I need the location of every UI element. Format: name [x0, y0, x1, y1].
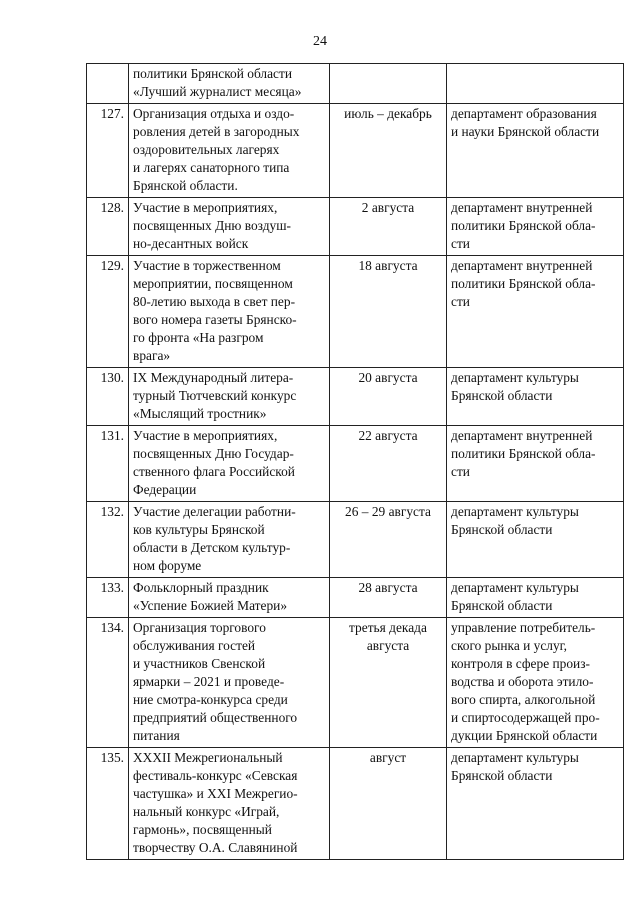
cell-text-line: 128.	[100, 200, 124, 215]
cell-text-line: третья декада	[349, 620, 427, 635]
cell-text-line: департамент культуры	[451, 750, 579, 765]
events-table	[86, 63, 624, 860]
event-name-cell	[129, 256, 330, 368]
cell-text-line: предприятий общественного	[133, 710, 298, 725]
responsible-cell	[447, 368, 624, 426]
cell-text-line: августа	[366, 638, 410, 653]
cell-text-line: Организация торгового	[133, 620, 266, 635]
cell-text-line: 133.	[100, 580, 124, 595]
cell-text-line: «Успение Божией Матери»	[133, 598, 288, 613]
cell-text-line: 28 августа	[358, 580, 418, 595]
cell-text-line: контроля в сфере произ-	[451, 656, 590, 671]
cell-text-line: август	[369, 750, 407, 765]
event-name-cell	[129, 198, 330, 256]
cell-text-line: Участие в торжественном	[133, 258, 281, 273]
event-name-cell	[129, 426, 330, 502]
cell-text-line: Брянской области.	[133, 178, 238, 193]
responsible-cell	[447, 502, 624, 578]
cell-text-line: вого номера газеты Брянско-	[133, 312, 297, 327]
cell-text-line: но-десантных войск	[133, 236, 249, 251]
cell-text-line: частушка» и XXI Межрегио-	[133, 786, 298, 801]
cell-text-line: 132.	[100, 504, 124, 519]
responsible-cell	[447, 64, 624, 104]
event-date-cell	[330, 198, 447, 256]
cell-text-line: ков культуры Брянской	[133, 522, 265, 537]
cell-text-line: управление потребитель-	[451, 620, 596, 635]
cell-text-line: политики Брянской обла-	[451, 218, 596, 233]
event-date-cell	[330, 578, 447, 618]
event-date-cell	[330, 104, 447, 198]
cell-text-line: дукции Брянской области	[451, 728, 598, 743]
cell-text-line: 26 – 29 августа	[345, 504, 431, 519]
cell-text-line: 135.	[100, 750, 124, 765]
table-row	[87, 64, 624, 104]
cell-text-line: Участие в мероприятиях,	[133, 200, 278, 215]
cell-text-line: политики Брянской обла-	[451, 276, 596, 291]
table-row	[87, 426, 624, 502]
event-date-cell	[330, 748, 447, 860]
cell-text-line: творчеству О.А. Славяниной	[133, 840, 298, 855]
cell-text-line: ном форуме	[133, 558, 202, 573]
cell-text-line: и спиртосодержащей про-	[451, 710, 600, 725]
cell-text-line: сти	[451, 236, 470, 251]
cell-text-line: Брянской области	[451, 768, 553, 783]
cell-text-line: фестиваль-конкурс «Севская	[133, 768, 298, 783]
event-name-cell	[129, 502, 330, 578]
table-row	[87, 256, 624, 368]
event-name-cell	[129, 64, 330, 104]
table-row	[87, 104, 624, 198]
row-number-cell	[87, 578, 129, 618]
cell-text-line: 22 августа	[358, 428, 418, 443]
cell-text-line: Участие делегации работни-	[133, 504, 296, 519]
cell-text-line: и участников Свенской	[133, 656, 266, 671]
responsible-cell	[447, 578, 624, 618]
responsible-cell	[447, 104, 624, 198]
event-date-cell	[330, 64, 447, 104]
cell-text-line: Фольклорный праздник	[133, 580, 269, 595]
event-name-cell	[129, 104, 330, 198]
row-number-cell	[87, 104, 129, 198]
row-number-cell	[87, 256, 129, 368]
cell-text-line: ярмарки – 2021 и проведе-	[133, 674, 285, 689]
cell-text-line: департамент образования	[451, 106, 597, 121]
cell-text-line: турный Тютчевский конкурс	[133, 388, 297, 403]
responsible-cell	[447, 426, 624, 502]
cell-text-line: сти	[451, 294, 470, 309]
cell-text-line: ского рынка и услуг,	[451, 638, 567, 653]
cell-text-line: оздоровительных лагерях	[133, 142, 280, 157]
cell-text-line: ственного флага Российской	[133, 464, 295, 479]
cell-text-line: XXXII Межрегиональный	[133, 750, 283, 765]
cell-text-line: мероприятии, посвященном	[133, 276, 293, 291]
cell-text-line: вого спирта, алкогольной	[451, 692, 596, 707]
responsible-cell	[447, 256, 624, 368]
cell-text-line: питания	[133, 728, 180, 743]
table-row	[87, 368, 624, 426]
cell-text-line: водства и оборота этило-	[451, 674, 594, 689]
cell-text-line: 131.	[100, 428, 124, 443]
cell-text-line: 130.	[100, 370, 124, 385]
cell-text-line: 127.	[100, 106, 124, 121]
event-name-cell	[129, 748, 330, 860]
event-date-cell	[330, 618, 447, 748]
cell-text-line: Брянской области	[451, 388, 553, 403]
cell-text-line: Брянской области	[451, 598, 553, 613]
cell-text-line: Брянской области	[451, 522, 553, 537]
cell-text-line: политики Брянской области	[133, 66, 293, 81]
cell-text-line: 80-летию выхода в свет пер-	[133, 294, 296, 309]
event-date-cell	[330, 502, 447, 578]
cell-text-line: 129.	[100, 258, 124, 273]
row-number-cell	[87, 198, 129, 256]
event-name-cell	[129, 618, 330, 748]
cell-text-line: Участие в мероприятиях,	[133, 428, 278, 443]
event-date-cell	[330, 368, 447, 426]
cell-text-line: департамент культуры	[451, 370, 579, 385]
table-row	[87, 578, 624, 618]
cell-text-line: области в Детском культур-	[133, 540, 291, 555]
cell-text-line: департамент культуры	[451, 504, 579, 519]
cell-text-line: сти	[451, 464, 470, 479]
cell-text-line: департамент культуры	[451, 580, 579, 595]
cell-text-line: «Лучший журналист месяца»	[133, 84, 302, 99]
event-name-cell	[129, 368, 330, 426]
event-date-cell	[330, 256, 447, 368]
row-number-cell	[87, 64, 129, 104]
cell-text-line: 18 августа	[358, 258, 418, 273]
table-row	[87, 198, 624, 256]
cell-text-line: департамент внутренней	[451, 200, 593, 215]
events-table-body	[87, 64, 624, 860]
table-row	[87, 502, 624, 578]
event-date-cell	[330, 426, 447, 502]
cell-text-line: 134.	[100, 620, 124, 635]
row-number-cell	[87, 618, 129, 748]
cell-text-line: политики Брянской обла-	[451, 446, 596, 461]
row-number-cell	[87, 368, 129, 426]
cell-text-line: IX Международный литера-	[133, 370, 294, 385]
cell-text-line: 2 августа	[361, 200, 415, 215]
cell-text-line: департамент внутренней	[451, 428, 593, 443]
cell-text-line: Федерации	[133, 482, 197, 497]
responsible-cell	[447, 748, 624, 860]
cell-text-line: ние смотра-конкурса среди	[133, 692, 288, 707]
cell-text-line: гармонь», посвященный	[133, 822, 272, 837]
cell-text-line: департамент внутренней	[451, 258, 593, 273]
cell-text-line: врага»	[133, 348, 171, 363]
event-name-cell	[129, 578, 330, 618]
page-number: 24	[313, 34, 327, 49]
cell-text-line: и лагерях санаторного типа	[133, 160, 290, 175]
cell-text-line: июль – декабрь	[344, 106, 432, 121]
responsible-cell	[447, 198, 624, 256]
cell-text-line: Организация отдыха и оздо-	[133, 106, 295, 121]
row-number-cell	[87, 748, 129, 860]
cell-text-line: и науки Брянской области	[451, 124, 600, 139]
cell-text-line: 20 августа	[358, 370, 418, 385]
cell-text-line: обслуживания гостей	[133, 638, 256, 653]
cell-text-line: го фронта «На разгром	[133, 330, 264, 345]
cell-text-line: посвященных Дню Государ-	[133, 446, 294, 461]
cell-text-line: посвященных Дню воздуш-	[133, 218, 291, 233]
cell-text-line: ровления детей в загородных	[133, 124, 300, 139]
table-row	[87, 618, 624, 748]
row-number-cell	[87, 502, 129, 578]
row-number-cell	[87, 426, 129, 502]
cell-text-line: нальный конкурс «Играй,	[133, 804, 280, 819]
table-row	[87, 748, 624, 860]
responsible-cell	[447, 618, 624, 748]
cell-text-line: «Мыслящий тростник»	[133, 406, 267, 421]
